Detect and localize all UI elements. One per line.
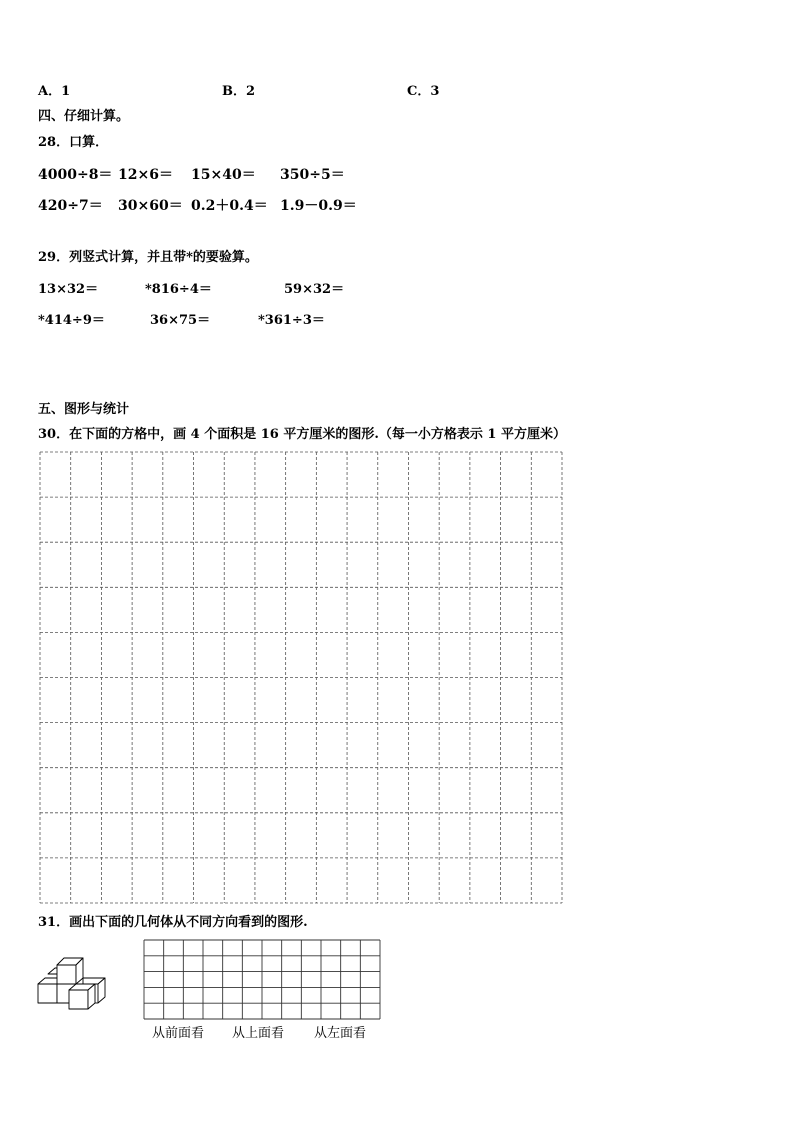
q28-label: 28．口算．: [38, 135, 109, 150]
q28-item: 350÷5＝: [280, 167, 345, 183]
option-b: B．2: [222, 84, 256, 99]
q28-item: 15×40＝: [191, 167, 256, 183]
cube-face: [48, 968, 74, 974]
q29-item: *816÷4＝: [145, 282, 212, 297]
cube-face: [88, 984, 95, 1009]
q28-item: 4000÷8＝: [38, 167, 113, 183]
option-c: C．3: [407, 84, 440, 99]
q29-label: 29．列竖式计算，并且带*的要验算。: [38, 250, 258, 265]
q29-item: *414÷9＝: [38, 313, 105, 328]
view-label-front: 从前面看: [152, 1026, 205, 1041]
option-a: A．1: [38, 84, 71, 99]
q29-item: 36×75＝: [150, 313, 211, 328]
q28-item: 420÷7＝: [38, 198, 103, 214]
q28-item: 0.2＋0.4＝: [191, 198, 268, 214]
cube-face: [38, 978, 64, 984]
cube-face: [38, 984, 57, 1003]
view-label-left: 从左面看: [314, 1026, 367, 1041]
q30-label: 30．在下面的方格中，画 4 个面积是 16 平方厘米的图形.（每一小方格表示 1 平方厘米）: [38, 427, 566, 442]
cube-face: [69, 984, 95, 990]
cube-face: [76, 958, 83, 984]
q28-item: 30×60＝: [118, 198, 183, 214]
cube-face: [57, 984, 76, 1003]
cube-face: [69, 990, 88, 1009]
q29-item: 13×32＝: [38, 282, 99, 297]
cube-face: [98, 978, 105, 1003]
cube-face: [83, 978, 105, 984]
section4-title: 四、仔细计算。: [38, 109, 130, 124]
view-label-top: 从上面看: [232, 1026, 285, 1041]
section5-title: 五、图形与统计: [38, 402, 130, 417]
q28-item: 1.9－0.9＝: [280, 198, 357, 214]
cube-face: [57, 958, 83, 965]
cube-face: [57, 978, 64, 1003]
q31-label: 31．画出下面的几何体从不同方向看到的图形.: [38, 915, 308, 930]
q28-item: 12×6＝: [118, 167, 173, 183]
q29-item: 59×32＝: [284, 282, 345, 297]
q29-item: *361÷3＝: [258, 313, 325, 328]
cube-face: [57, 965, 76, 984]
